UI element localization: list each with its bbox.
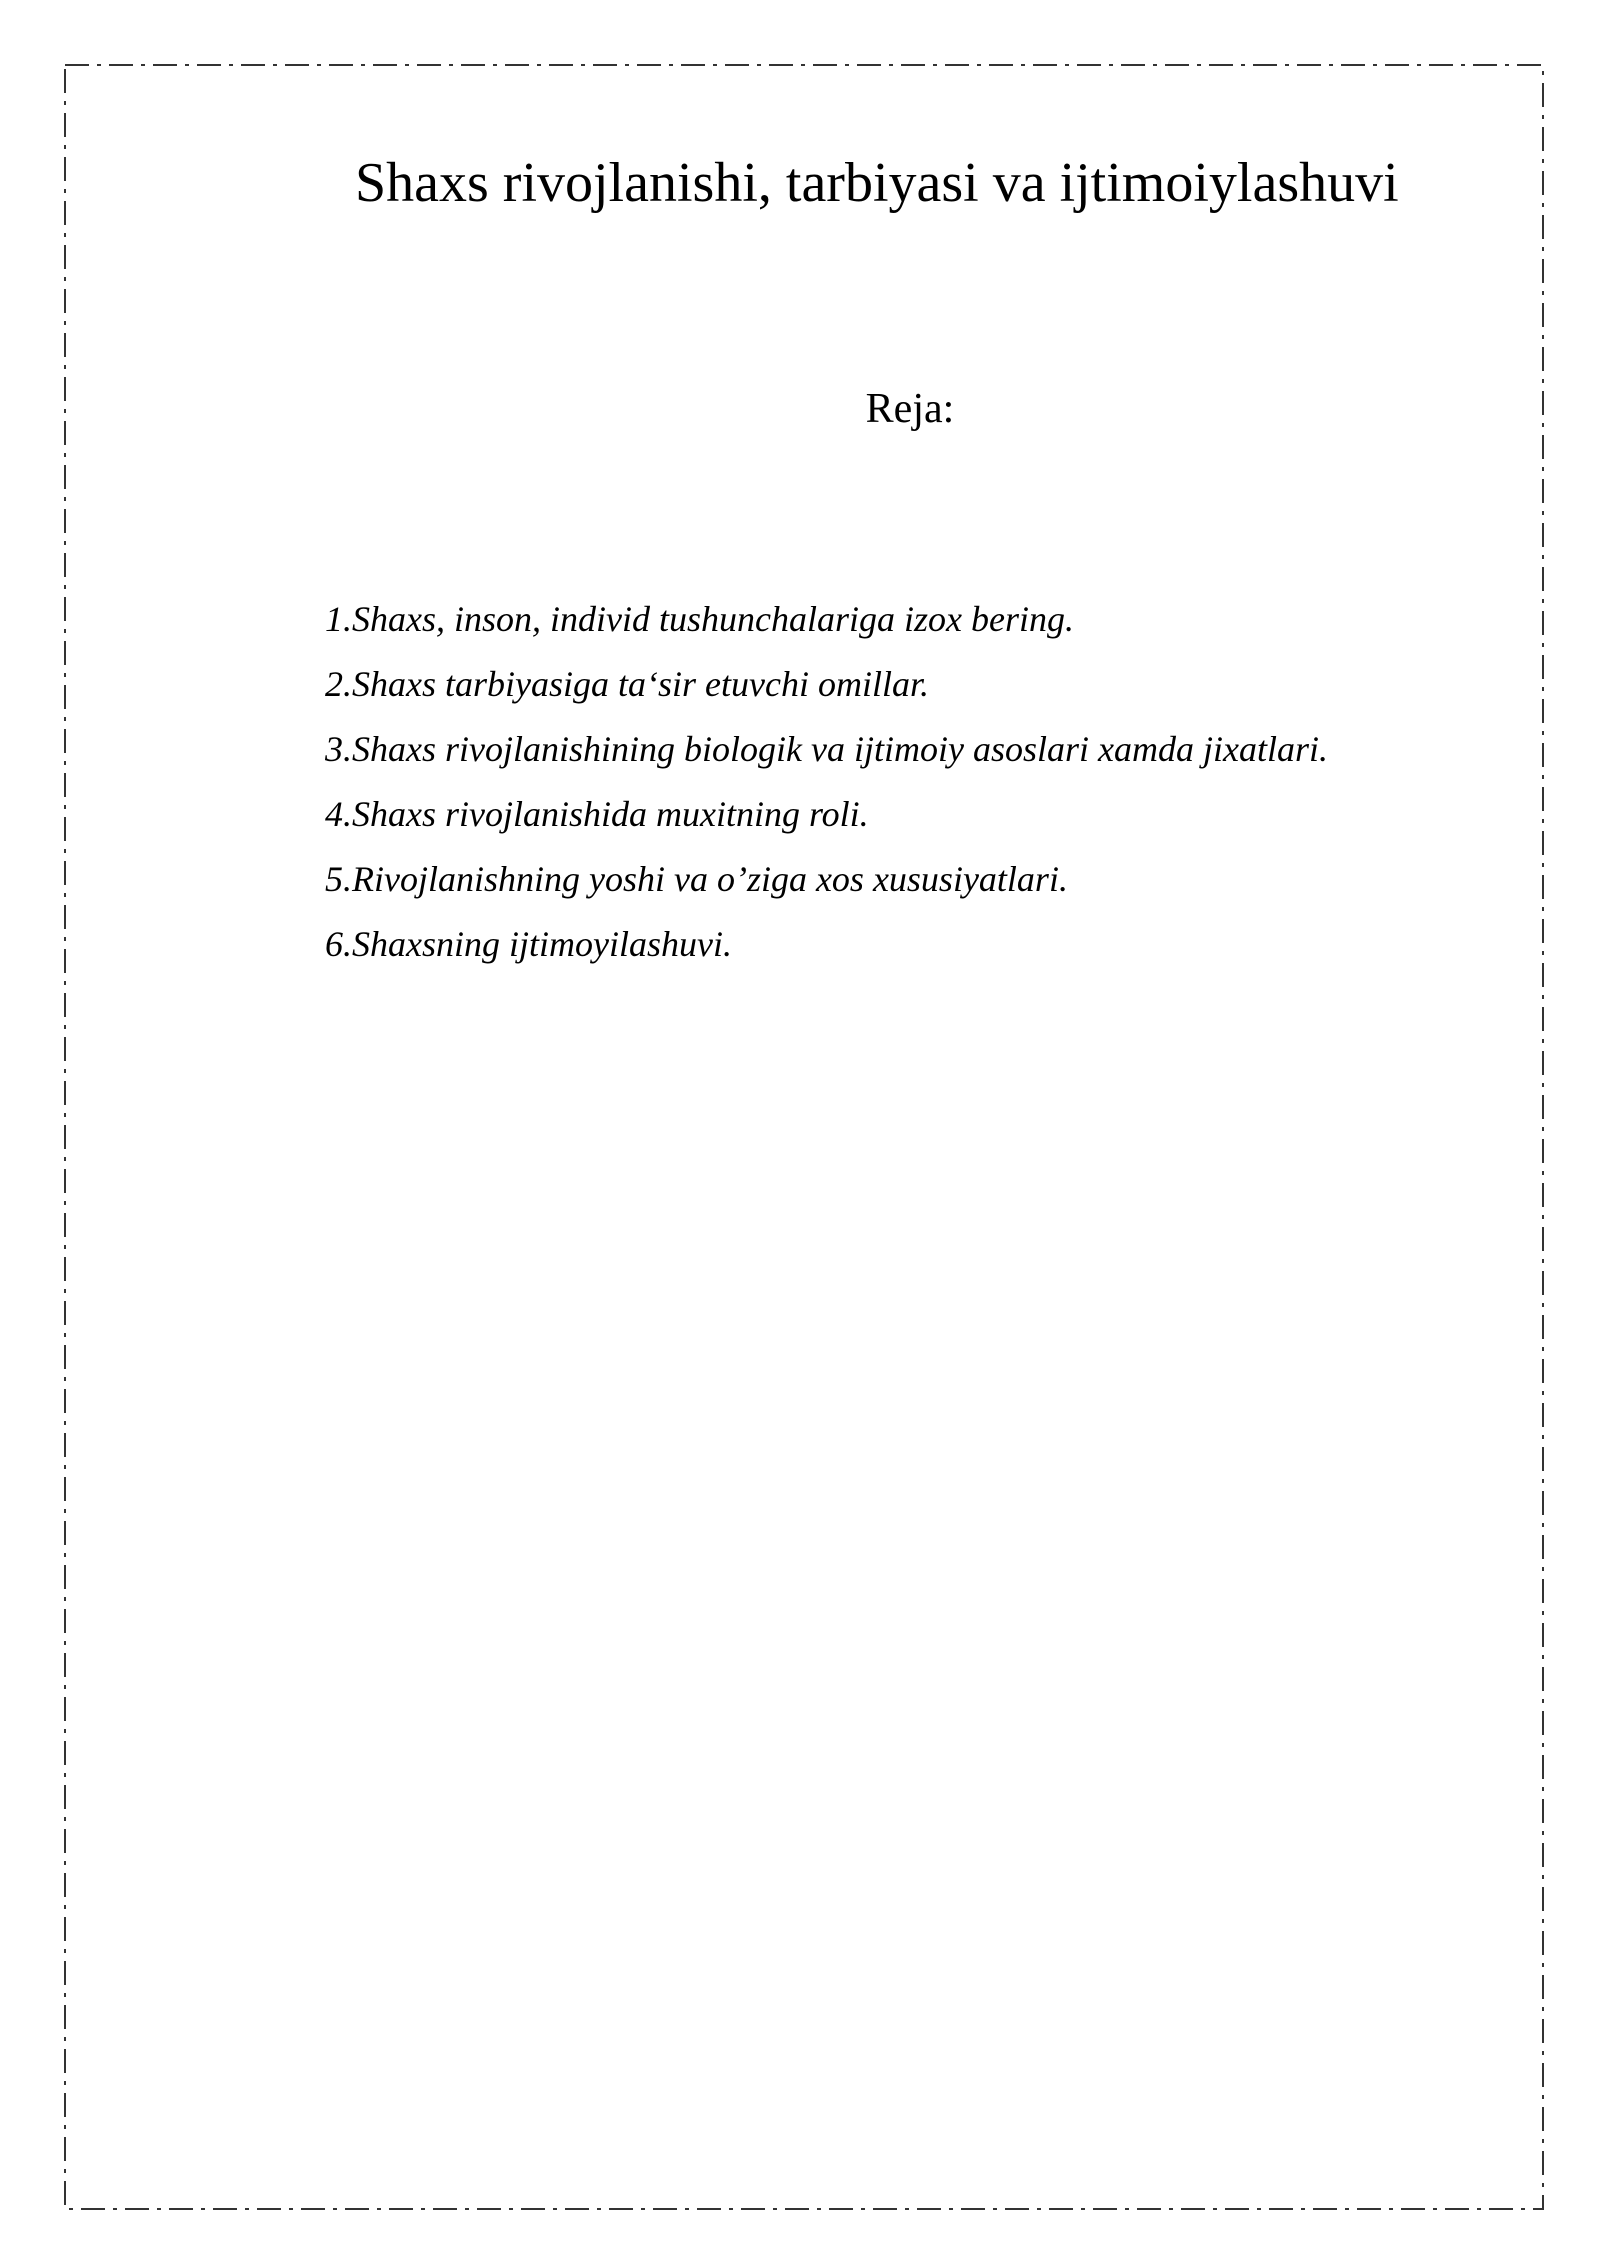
plan-item-6: 6.Shaxsning ijtimoyilashuvi. xyxy=(325,924,732,964)
plan-heading: Reja: xyxy=(865,386,955,432)
plan-item-4: 4.Shaxs rivojlanishida muxitning roli. xyxy=(325,794,869,834)
plan-item-3: 3.Shaxs rivojlanishining biologik va ijtimoiy asoslari xamda jixatlari. xyxy=(325,729,1328,769)
plan-item-5: 5.Rivojlanishning yoshi va o’ziga xos xususiyatlari. xyxy=(325,859,1068,899)
document-title: Shaxs rivojlanishi, tarbiyasi va ijtimoiylashuvi xyxy=(355,152,1399,214)
plan-item-2: 2.Shaxs tarbiyasiga ta‘sir etuvchi omillar. xyxy=(325,664,929,704)
plan-item-1: 1.Shaxs, inson, individ tushunchalariga izox bering. xyxy=(325,599,1074,639)
plan-list xyxy=(325,587,1328,977)
